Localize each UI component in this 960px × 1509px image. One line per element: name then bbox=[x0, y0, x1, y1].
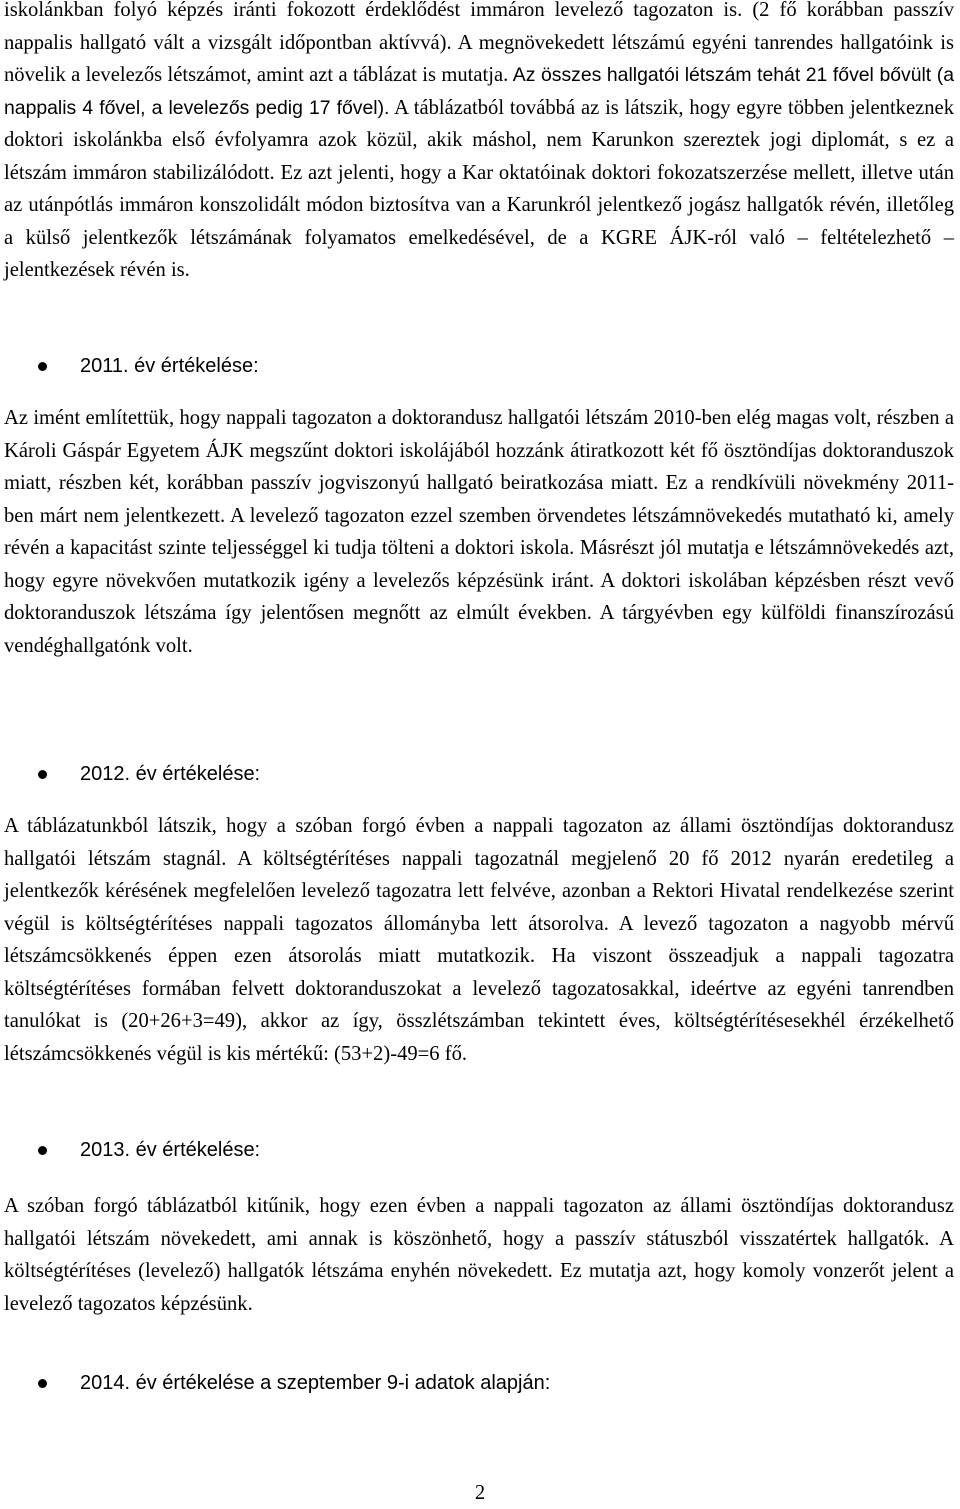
section-heading-2012 bbox=[4, 758, 260, 790]
intro-paragraph bbox=[4, 0, 954, 287]
bullet-icon bbox=[38, 1146, 47, 1155]
section-heading-text: 2011. év értékelése: bbox=[80, 354, 259, 377]
section-body-2012: A táblázatunkból látszik, hogy a szóban forgó évben a nappali tagozaton az állami ösztöndíjas doktorandusz hallgatói létszám stagnál. A költségtérítéses nappali tagozatnál megjelenő 20 fő 2012 nyarán eredetileg a jelentkezők kérésének megfelelően levelező tagozatra lett felvéve, azonban a Rektori Hivatal rendelkezése szerint végül is költségtérítéses nappali tagozatos állományba lett átsorolva. A levező tagozaton a nagyobb mérvű létszámcsökkenés éppen ezen átsorolás miatt mutatkozik. Ha viszont összeadjuk a nappali tagozatra költségtérítéses formában felvett doktoranduszokat a levelező tagozatosakkal, ideértve az egyéni tanrendben tanulókat is (20+26+3=49), akkor az így, összlétszámban tekintett éves, költségtérítésesekhél érzékelhető létszámcsökkenés végül is kis mértékű: (53+2)-49=6 fő. bbox=[4, 815, 954, 1065]
intro-sentence-1: iskolánkban folyó képzés iránti fokozott érdeklődést immáron levelező tagozaton is. (2 fő korábban passzív nappalis hallgató vált a vizsgált időpontban aktívvá). A megnövekedett létszámú egyéni tanrendes hallgatóink is növelik a levelezős létszámot, amint azt a táblázat is mutatja. bbox=[4, 0, 954, 86]
intro-sentence-4: Ez azt jelenti, hogy a Kar oktatóinak doktori fokozatszerzése mellett, illetve után az utánpótlás immáron konszolidált módon biztosítva van a Karunkról jelentkező jogász hallgatók révén, illetőleg a külső jelentkezők létszámának folyamatos emelkedésével, de a KGRE ÁJK-ról való – feltételezhető – jelentkezések révén is. bbox=[4, 161, 954, 281]
intro-sentence-2: Az összes hallgatói létszám tehát 21 fővel bővült (a nappalis 4 fővel, a levelezős pedig 17 fővel). bbox=[4, 64, 954, 119]
section-heading-text: 2012. év értékelése: bbox=[80, 762, 261, 785]
section-heading-2011 bbox=[4, 350, 259, 382]
section-body-2013: A szóban forgó táblázatból kitűnik, hogy ezen évben a nappali tagozaton az állami ösztöndíjas doktorandusz hallgatói létszám növekedett, ami annak is köszönhető, hogy a passzív státuszból visszatértek hallgatók. A költségtérítéses (levelező) hallgatók létszáma enyhén növekedett. Ez mutatja azt, hogy komoly vonzerőt jelent a levelező tagozatos képzésünk. bbox=[4, 1195, 954, 1315]
bullet-icon bbox=[38, 362, 47, 371]
bullet-icon bbox=[38, 770, 47, 779]
page-number: 2 bbox=[474, 1482, 486, 1504]
section-heading-2013 bbox=[4, 1134, 260, 1166]
section-heading-text: 2014. év értékelése a szeptember 9-i adatok alapján: bbox=[80, 1371, 551, 1394]
section-body-2011: Az imént említettük, hogy nappali tagozaton a doktorandusz hallgatói létszám 2010-ben elég magas volt, részben a Károli Gáspár Egyetem ÁJK megszűnt doktori iskolájából hozzánk átiratkozott két fő ösztöndíjas doktoranduszok miatt, részben két, korábban passzív jogviszonyú hallgató beiratkozása miatt. Ez a rendkívüli növekmény 2011-ben márt nem jelentkezett. A levelező tagozaton ezzel szemben örvendetes létszámnövekedés mutatható ki, amely révén a kapacitást szinte teljességgel ki tudja tölteni a doktori iskola. Másrészt jól mutatja e létszámnövekedés azt, hogy egyre növekvően mutatkozik igény a levelezős képzésünk iránt. A doktori iskolában képzésben részt vevő doktoranduszok létszáma így jelentősen megnőtt az elmúlt években. A tárgyévben egy külföldi finanszírozású vendéghallgatónk volt. bbox=[4, 407, 954, 657]
intro-sentence-3: A táblázatból továbbá az is látszik, hogy egyre többen jelentkeznek doktori iskolánkba első évfolyamra azok közül, akik máshol, nem Karunkon szereztek jogi diplomát, s ez a létszám immáron stabilizálódott. bbox=[4, 96, 954, 184]
section-heading-2014 bbox=[4, 1367, 550, 1399]
bullet-icon bbox=[38, 1379, 47, 1388]
section-heading-text: 2013. év értékelése: bbox=[80, 1138, 261, 1161]
